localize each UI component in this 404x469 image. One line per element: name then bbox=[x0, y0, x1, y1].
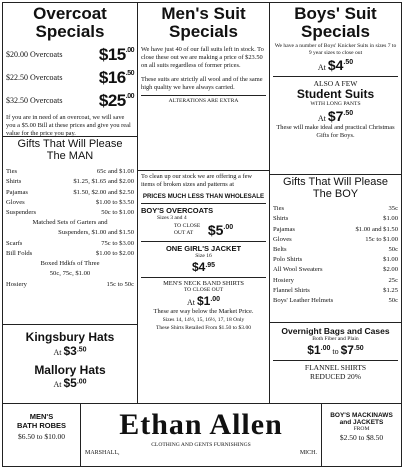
list-item: Pajamas $1.50, $2.00 and $2.50 bbox=[6, 188, 134, 196]
list-item: Scarfs 75c to $3.00 bbox=[6, 239, 134, 247]
overcoat-new-price: $\$25^{.00}$ bbox=[98, 90, 134, 110]
flannel-line-2: REDUCED 20% bbox=[309, 372, 362, 382]
city-left: MARSHALL, bbox=[85, 450, 120, 456]
flannel-line-1: FLANNEL SHIRTS bbox=[304, 363, 367, 373]
girls-jacket-size: Size 16 bbox=[195, 252, 212, 259]
mens-suit-alterations: ALTERATIONS ARE EXTRA bbox=[168, 98, 239, 105]
list-item: Ties 65c and $1.00 bbox=[6, 168, 134, 176]
list-item: Gloves 15c to $1.00 bbox=[273, 235, 398, 243]
list-item: Boys' Leather Helmets 50c bbox=[273, 297, 398, 305]
list-item: 50c, 75c, $1.00 bbox=[49, 270, 91, 278]
list-item: Boxed Hdkfs of Three bbox=[40, 260, 100, 268]
overcoat-old-price: $22.50 Overcoats bbox=[6, 73, 63, 83]
overcoat-title-1: Overcoat bbox=[33, 4, 107, 23]
overcoat-old-price: $32.50 Overcoats bbox=[6, 96, 63, 106]
bags-section bbox=[270, 323, 401, 403]
hats-section bbox=[3, 325, 137, 403]
bath-robes-line-2: BATH ROBES bbox=[16, 421, 67, 430]
list-item: Matched Sets of Garters and bbox=[32, 219, 108, 227]
gifts-man-section bbox=[3, 137, 137, 325]
gifts-man-title-2: The MAN bbox=[46, 149, 94, 162]
overcoat-title-2: Specials bbox=[35, 21, 105, 41]
list-item: Hosiery 25c bbox=[273, 276, 398, 284]
neckband-footer: These Shirts Retailed From $1.50 to $3.00 bbox=[155, 325, 252, 332]
mallory-price: At $\$5^{.00}$ bbox=[53, 376, 87, 391]
advertisement-page bbox=[2, 2, 402, 467]
gifts-boy-title-2: The BOY bbox=[312, 187, 359, 200]
boys-suit-title-2: Specials bbox=[301, 21, 370, 41]
clearance-headline: PRICES MUCH LESS THAN WHOLESALE bbox=[142, 192, 265, 200]
boys-overcoats-price: TO CLOSE OUT AT $\$5^{.00}$ bbox=[173, 221, 234, 238]
boys-suit-price: At $\$4^{.50}$ bbox=[317, 57, 354, 74]
list-item: Hosiery 15c to 50c bbox=[6, 280, 134, 288]
also-a-few: ALSO A FEW bbox=[313, 79, 358, 89]
boys-suit-specials bbox=[270, 3, 401, 175]
overcoat-rows bbox=[6, 45, 134, 111]
city-right: MICH. bbox=[299, 450, 317, 456]
gifts-boy-title-1: Gifts That Will Please bbox=[283, 176, 388, 188]
store-tagline: CLOTHING AND GENTS FURNISHINGS bbox=[151, 442, 251, 448]
bath-robes-line-1: MEN'S bbox=[29, 412, 54, 421]
mens-suit-title-2: Specials bbox=[169, 21, 238, 41]
right-column bbox=[270, 3, 401, 403]
list-item: All Wool Sweaters $2.00 bbox=[273, 266, 398, 274]
girls-jacket-title: ONE GIRL'S JACKET bbox=[165, 243, 242, 253]
clearance-intro: To clean up our stock we are offering a few items of broken sizes and patterns at bbox=[141, 173, 253, 189]
boys-overcoats-sizes: Sizes 3 and 4 bbox=[157, 214, 187, 221]
kingsbury-title: Kingsbury Hats bbox=[25, 330, 115, 344]
list-item: Polo Shirts $1.00 bbox=[273, 256, 398, 264]
mens-suit-title-1: Men's Suit bbox=[161, 4, 246, 23]
store-name-box bbox=[81, 404, 321, 466]
student-suits-price: At $\$7^{.50}$ bbox=[317, 108, 354, 125]
bags-title: Overnight Bags and Cases bbox=[281, 326, 390, 336]
mallory-title: Mallory Hats bbox=[34, 362, 106, 377]
mackinaws-line-3: FROM bbox=[353, 426, 370, 432]
store-name: Ethan Allen bbox=[119, 408, 283, 441]
list-item: Belts 50c bbox=[273, 245, 398, 253]
gifts-boy-section bbox=[270, 175, 401, 323]
list-item: Flannel Shirts $1.25 bbox=[273, 286, 398, 294]
clearance-section bbox=[138, 171, 269, 403]
boys-suit-title-1: Boys' Suit bbox=[294, 4, 377, 23]
list-item: Bill Folds $1.00 to $2.00 bbox=[6, 249, 134, 257]
list-item: Pajamas $1.00 and $1.50 bbox=[273, 225, 398, 233]
mackinaws-line-1: BOY'S MACKINAWS bbox=[330, 412, 393, 419]
overcoat-note: If you are in need of an overcoat, we will save you a $5.00 Bill at these prices and give you real value for the price you pay. bbox=[6, 113, 131, 137]
neckband-sizes: Sizes 14, 14½, 15, 16½, 17, 18 Only bbox=[162, 316, 245, 323]
overcoat-row bbox=[6, 68, 134, 88]
list-item: Shirts $1.25, $1.65 and $2.00 bbox=[6, 178, 134, 186]
mackinaws-price: $2.50 to $8.50 bbox=[339, 433, 384, 443]
list-item: Ties 35c bbox=[273, 205, 398, 213]
mens-suit-specials bbox=[138, 3, 269, 171]
list-item: Suspenders 50c to $1.00 bbox=[6, 208, 134, 216]
neckband-note: These are way below the Market Price. bbox=[153, 308, 254, 316]
bags-sub: Both Fiber and Plain bbox=[312, 335, 359, 342]
bags-price: $\$1^{.00}$ to $\$7^{.50}$ bbox=[307, 343, 364, 358]
middle-column bbox=[138, 3, 270, 403]
bath-robes-box bbox=[3, 404, 81, 466]
boys-suit-intro: We have a number of Boys' Knicker Suits in sizes 7 to 9 year sizes to close out bbox=[274, 42, 397, 56]
overcoat-new-price: $\$16^{.50}$ bbox=[98, 67, 134, 87]
list-item: Gloves $1.00 to $3.50 bbox=[6, 198, 134, 206]
mackinaws-line-2: and JACKETS bbox=[339, 419, 384, 426]
girls-jacket-price: $\$4^{.95}$ bbox=[191, 260, 216, 275]
mens-suit-text-2: These suits are strictly all wool and of the same high quality we have always carried. bbox=[141, 75, 263, 91]
gifts-man-title-1: Gifts That Will Please bbox=[17, 138, 123, 150]
student-suits-sub: WITH LONG PANTS bbox=[310, 100, 361, 107]
neckband-close: TO CLOSE OUT bbox=[183, 287, 224, 294]
list-item: Suspenders, $1.00 and $1.50 bbox=[58, 229, 134, 237]
mackinaws-box bbox=[321, 404, 401, 466]
overcoat-specials bbox=[3, 3, 137, 137]
student-suits-note: These will make ideal and practical Christmas Gifts for Boys. bbox=[276, 124, 395, 140]
list-item: Shirts $1.00 bbox=[273, 215, 398, 223]
boys-overcoats-title: BOY'S OVERCOATS bbox=[141, 205, 214, 215]
overcoat-old-price: $20.00 Overcoats bbox=[6, 50, 63, 60]
overcoat-row bbox=[6, 91, 134, 111]
bath-robes-price: $6.50 to $10.00 bbox=[17, 432, 66, 441]
overcoat-row bbox=[6, 45, 134, 65]
mens-suit-text-1: We have just 40 of our fall suits left in stock. To close these out we are making a price of $23.50 on all suits regardless of former prices. bbox=[141, 45, 264, 70]
left-column bbox=[3, 3, 138, 403]
student-suits-title: Student Suits bbox=[296, 87, 375, 102]
kingsbury-price: At $\$3^{.50}$ bbox=[53, 343, 87, 358]
neckband-title: MEN'S NECK BAND SHIRTS bbox=[163, 280, 244, 288]
neckband-price: At $\$1^{.00}$ bbox=[186, 294, 221, 309]
overcoat-new-price: $\$15^{.00}$ bbox=[98, 44, 134, 64]
footer-band bbox=[3, 403, 401, 466]
